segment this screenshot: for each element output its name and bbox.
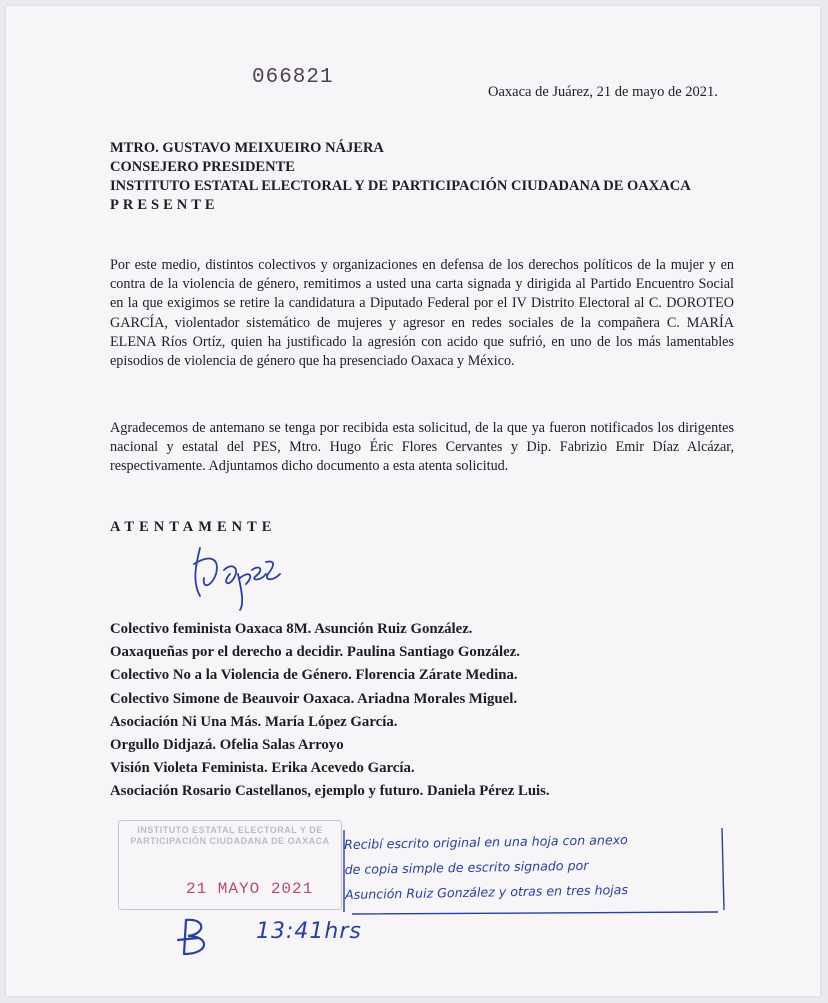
stamp-date: 21 MAYO 2021 [186, 880, 314, 898]
handwritten-signature [186, 534, 286, 614]
note-line: Asunción Ruiz González y otras en tres hojas [344, 882, 629, 902]
signer-line: Visión Violeta Feminista. Erika Acevedo García. [110, 760, 415, 777]
addressee-institution: INSTITUTO ESTATAL ELECTORAL Y DE PARTICIPACIÓN CIUDADANA DE OAXACA [110, 178, 691, 194]
body-paragraph-2: Agradecemos de antemano se tenga por recibida esta solicitud, de la que ya fueron notificados los dirigentes nacional y estatal del PES, Mtro. Hugo Éric Flores Cervantes y Dip. Fabrizio Emir Díaz Alcázar, respectivamente. Adjuntamos dicho documento a esta atenta solicitud. [110, 420, 734, 475]
folio-number: 066821 [252, 66, 334, 89]
note-line: de copia simple de escrito signado por [344, 857, 589, 877]
body-paragraph-1: Por este medio, distintos colectivos y organizaciones en defensa de los derechos políticos de la mujer y en contra de la violencia de género, remitimos a usted una carta signada y dirigida al Partido Encuentro Social en la que exigimos se retire la candidatura a Diputado Federal por el IV Distrito Electoral al C. DOROTEO GARCÍA, violentador sistemático de mujeres y agresor en redes sociales de la compañera C. MARÍA ELENA Ríos Ortíz, quien ha justificado la agresión con acido que sufrió, en uno de los más lamentables episodios de violencia de género que ha presenciado Oaxaca y México. [110, 257, 734, 370]
note-line: Recibí escrito original en una hoja con anexo [344, 832, 628, 852]
addressee-block [110, 139, 734, 215]
letter-page [6, 6, 820, 996]
signer-line: Colectivo feminista Oaxaca 8M. Asunción Ruiz González. [110, 621, 473, 637]
closing-text: ATENTAMENTE [110, 519, 277, 535]
signer-line: Asociación Rosario Castellanos, ejemplo y futuro. Daniela Pérez Luis. [110, 783, 550, 800]
signer-line: Orgullo Didjazá. Ofelia Salas Arroyo [110, 737, 344, 754]
signer-line: Asociación Ni Una Más. María López García. [110, 713, 398, 730]
signers-list [110, 618, 750, 804]
signer-line: Oaxaqueñas por el derecho a decidir. Paulina Santiago González. [110, 644, 520, 661]
addressee-name: MTRO. GUSTAVO MEIXUEIRO NÁJERA [110, 140, 384, 156]
addressee-position: CONSEJERO PRESIDENTE [110, 159, 295, 175]
stamp-institution: INSTITUTO ESTATAL ELECTORAL Y DE PARTICIPACIÓN CIUDADANA DE OAXACA [130, 825, 330, 846]
handwritten-time: 13:41hrs [256, 919, 362, 944]
signer-line: Colectivo Simone de Beauvoir Oaxaca. Ariadna Morales Miguel. [110, 690, 518, 707]
place-date: Oaxaca de Juárez, 21 de mayo de 2021. [488, 84, 718, 100]
handwritten-receipt-note [344, 825, 725, 907]
signer-line: Colectivo No a la Violencia de Género. Florencia Zárate Medina. [110, 667, 518, 684]
presente-heading: PRESENTE [110, 197, 219, 213]
handwritten-initials [176, 916, 216, 958]
